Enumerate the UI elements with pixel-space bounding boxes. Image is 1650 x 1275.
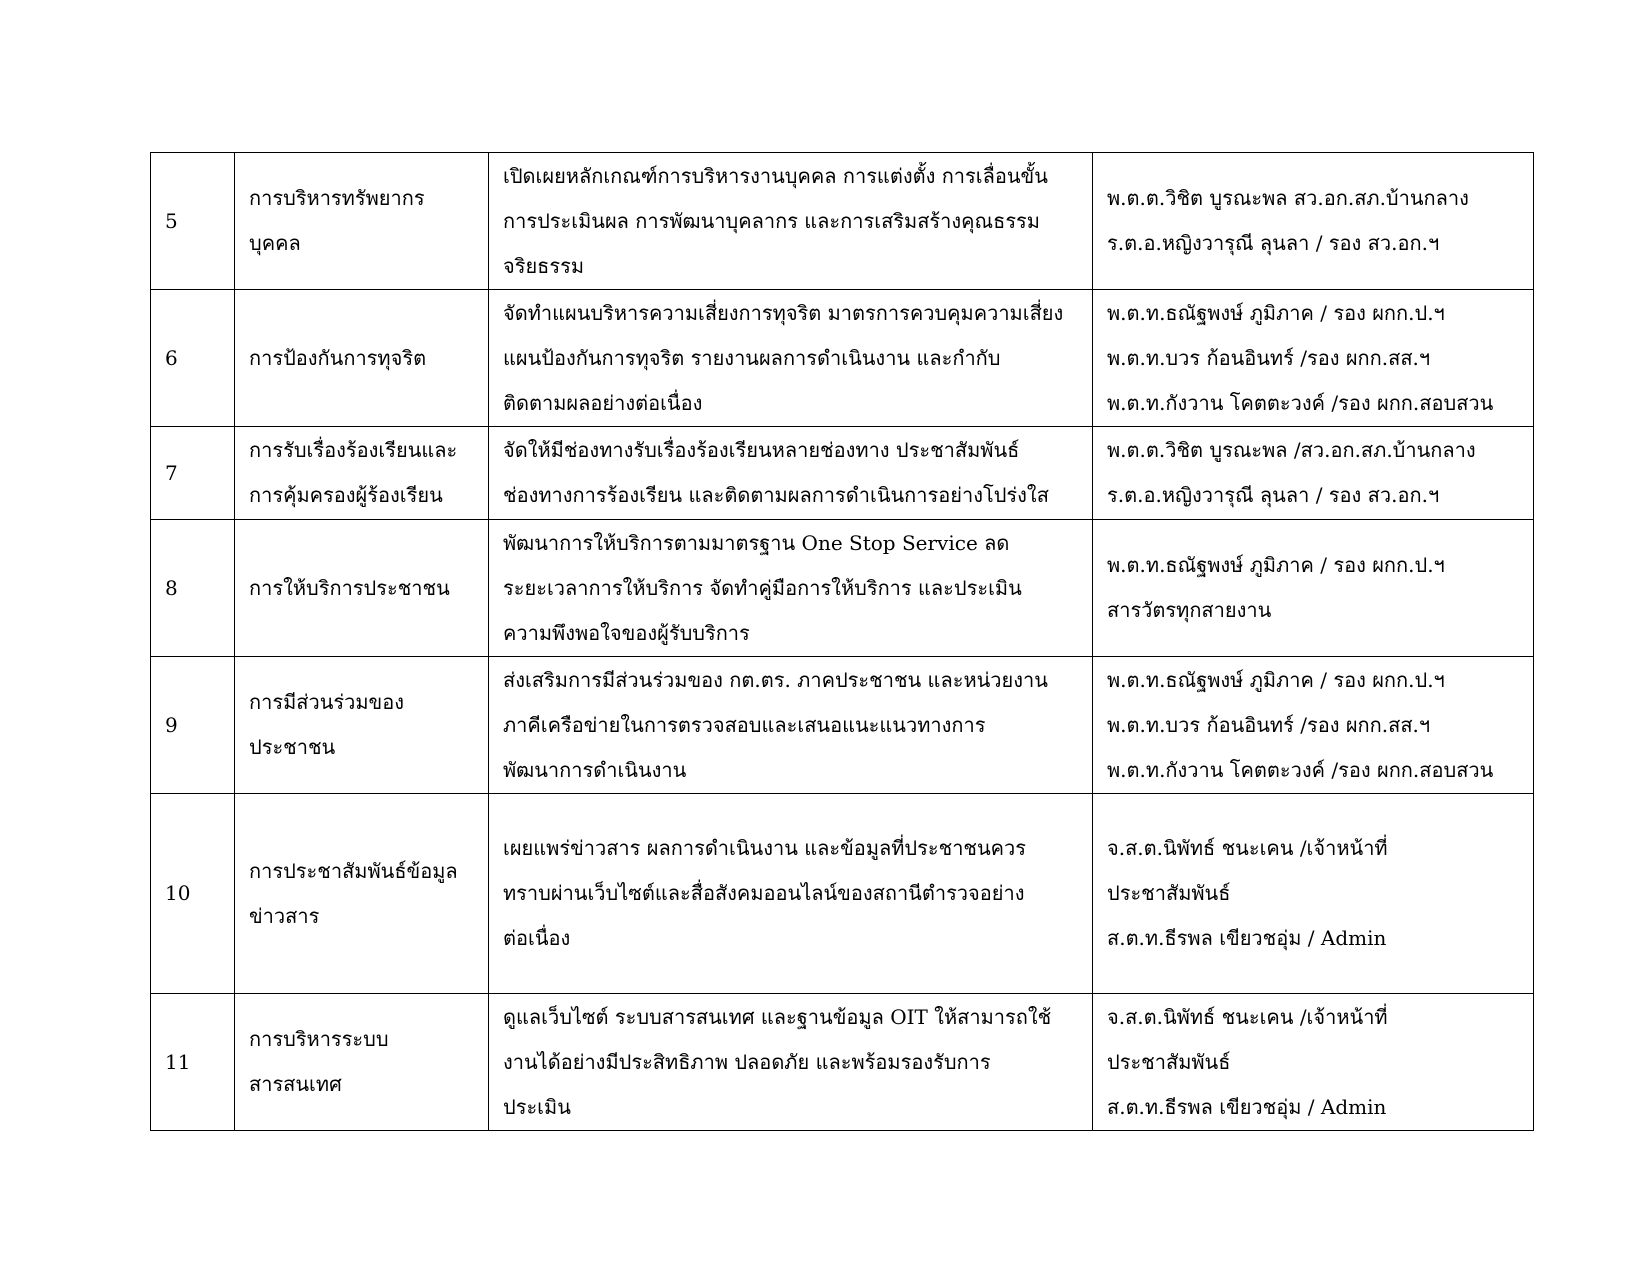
detail-line: ส่งเสริมการมีส่วนร่วมของ กต.ตร. ภาคประชาชน และหน่วยงาน [503,667,1048,692]
detail-cell [489,290,1093,427]
table-row [151,994,1534,1131]
topic-cell [235,520,489,657]
owner-line: จ.ส.ต.นิพัทธ์ ชนะเคน /เจ้าหน้าที่ [1107,1004,1388,1029]
table-row [151,657,1534,794]
detail-line: จริยธรรม [503,253,585,278]
topic-line: บุคคล [249,231,301,255]
topic-cell [235,994,489,1131]
table-body [151,153,1534,1131]
owner-line: ร.ต.อ.หญิงวารุณี ลุนลา / รอง สว.อก.ฯ [1107,231,1440,255]
topic-line: การบริหารระบบ [249,1027,389,1051]
detail-line: ติดตามผลอย่างต่อเนื่อง [503,390,703,415]
owner-line: พ.ต.ท.บวร ก้อนอินทร์ /รอง ผกก.สส.ฯ [1107,345,1431,370]
topic-line: สารสนเทศ [249,1072,342,1096]
detail-line: พัฒนาการให้บริการตามมาตรฐาน One Stop Service ลด [503,530,1010,555]
owner-line: พ.ต.ท.ธณัฐพงษ์ ภูมิภาค / รอง ผกก.ป.ฯ [1107,667,1445,692]
owner-line: ประชาสัมพันธ์ [1107,1049,1231,1074]
topic-line: ข่าวสาร [249,903,320,928]
detail-line: พัฒนาการดำเนินงาน [503,757,687,782]
owner-cell [1093,994,1534,1131]
detail-line: ระยะเวลาการให้บริการ จัดทำคู่มือการให้บริการ และประเมิน [503,575,1022,600]
table-row [151,794,1534,994]
topic-cell [235,657,489,794]
topic-line: การบริหารทรัพยากร [249,186,425,210]
owner-cell [1093,427,1534,520]
detail-line: จัดทำแผนบริหารความเสี่ยงการทุจริต มาตรการควบคุมความเสี่ยง [503,300,1064,325]
detail-line: ช่องทางการร้องเรียน และติดตามผลการดำเนินการอย่างโปร่งใส [503,483,1049,507]
topic-line: การให้บริการประชาชน [249,575,450,600]
detail-line: แผนป้องกันการทุจริต รายงานผลการดำเนินงาน และกำกับ [503,345,1001,370]
topic-line: การคุ้มครองผู้ร้องเรียน [249,483,443,507]
owner-line: พ.ต.ท.กังวาน โคตตะวงค์ /รอง ผกก.สอบสวน [1107,757,1494,782]
topic-line: การมีส่วนร่วมของ [249,690,404,714]
table-row [151,427,1534,520]
owner-cell [1093,794,1534,994]
row-number: 5 [151,153,235,290]
owner-cell [1093,657,1534,794]
owner-line: พ.ต.ท.กังวาน โคตตะวงค์ /รอง ผกก.สอบสวน [1107,390,1494,415]
topic-line: การป้องกันการทุจริต [249,345,427,370]
topic-line: การประชาสัมพันธ์ข้อมูล [249,858,458,883]
owner-line: จ.ส.ต.นิพัทธ์ ชนะเคน /เจ้าหน้าที่ [1107,836,1388,860]
detail-line: ดูแลเว็บไซต์ ระบบสารสนเทศ และฐานข้อมูล OIT ให้สามารถใช้ [503,1004,1052,1029]
detail-line: จัดให้มีช่องทางรับเรื่องร้องเรียนหลายช่องทาง ประชาสัมพันธ์ [503,438,1020,462]
owner-line: ประชาสัมพันธ์ [1107,881,1231,905]
detail-cell [489,994,1093,1131]
owner-line: พ.ต.ท.ธณัฐพงษ์ ภูมิภาค / รอง ผกก.ป.ฯ [1107,300,1445,325]
owner-cell [1093,153,1534,290]
table-row [151,153,1534,290]
owner-line: พ.ต.ท.บวร ก้อนอินทร์ /รอง ผกก.สส.ฯ [1107,712,1431,737]
topic-cell [235,153,489,290]
detail-line: ต่อเนื่อง [503,926,571,950]
detail-cell [489,794,1093,994]
responsibility-table [150,152,1534,1131]
owner-line: พ.ต.ต.วิชิต บูรณะพล /สว.อก.สภ.บ้านกลาง [1107,438,1476,462]
owner-cell [1093,520,1534,657]
topic-cell [235,290,489,427]
owner-line: สารวัตรทุกสายงาน [1107,598,1272,622]
detail-cell [489,657,1093,794]
topic-cell [235,794,489,994]
row-number: 9 [151,657,235,794]
detail-line: ประเมิน [503,1094,571,1119]
table-row [151,520,1534,657]
detail-line: ความพึงพอใจของผู้รับบริการ [503,620,750,645]
topic-line: ประชาชน [249,735,336,759]
detail-line: เปิดเผยหลักเกณฑ์การบริหารงานบุคคล การแต่งตั้ง การเลื่อนขั้น [503,163,1048,188]
detail-line: ภาคีเครือข่ายในการตรวจสอบและเสนอแนะแนวทางการ [503,712,986,737]
row-number: 6 [151,290,235,427]
detail-line: เผยแพร่ข่าวสาร ผลการดำเนินงาน และข้อมูลที่ประชาชนควร [503,836,1027,860]
detail-cell [489,153,1093,290]
detail-line: งานได้อย่างมีประสิทธิภาพ ปลอดภัย และพร้อมรองรับการ [503,1049,991,1074]
owner-line: ร.ต.อ.หญิงวารุณี ลุนลา / รอง สว.อก.ฯ [1107,483,1440,507]
row-number: 7 [151,427,235,520]
row-number: 8 [151,520,235,657]
detail-cell [489,427,1093,520]
owner-line: ส.ต.ท.ธีรพล เขียวชอุ่ม / Admin [1107,926,1387,950]
owner-line: ส.ต.ท.ธีรพล เขียวชอุ่ม / Admin [1107,1094,1387,1119]
owner-cell [1093,290,1534,427]
owner-line: พ.ต.ต.วิชิต บูรณะพล สว.อก.สภ.บ้านกลาง [1107,186,1469,210]
detail-line: การประเมินผล การพัฒนาบุคลากร และการเสริมสร้างคุณธรรม [503,208,1040,233]
topic-line: การรับเรื่องร้องเรียนและ [249,438,458,462]
topic-cell [235,427,489,520]
row-number: 11 [151,994,235,1131]
table-row [151,290,1534,427]
detail-cell [489,520,1093,657]
owner-line: พ.ต.ท.ธณัฐพงษ์ ภูมิภาค / รอง ผกก.ป.ฯ [1107,553,1445,577]
detail-line: ทราบผ่านเว็บไซต์และสื่อสังคมออนไลน์ของสถานีตำรวจอย่าง [503,881,1025,905]
row-number: 10 [151,794,235,994]
